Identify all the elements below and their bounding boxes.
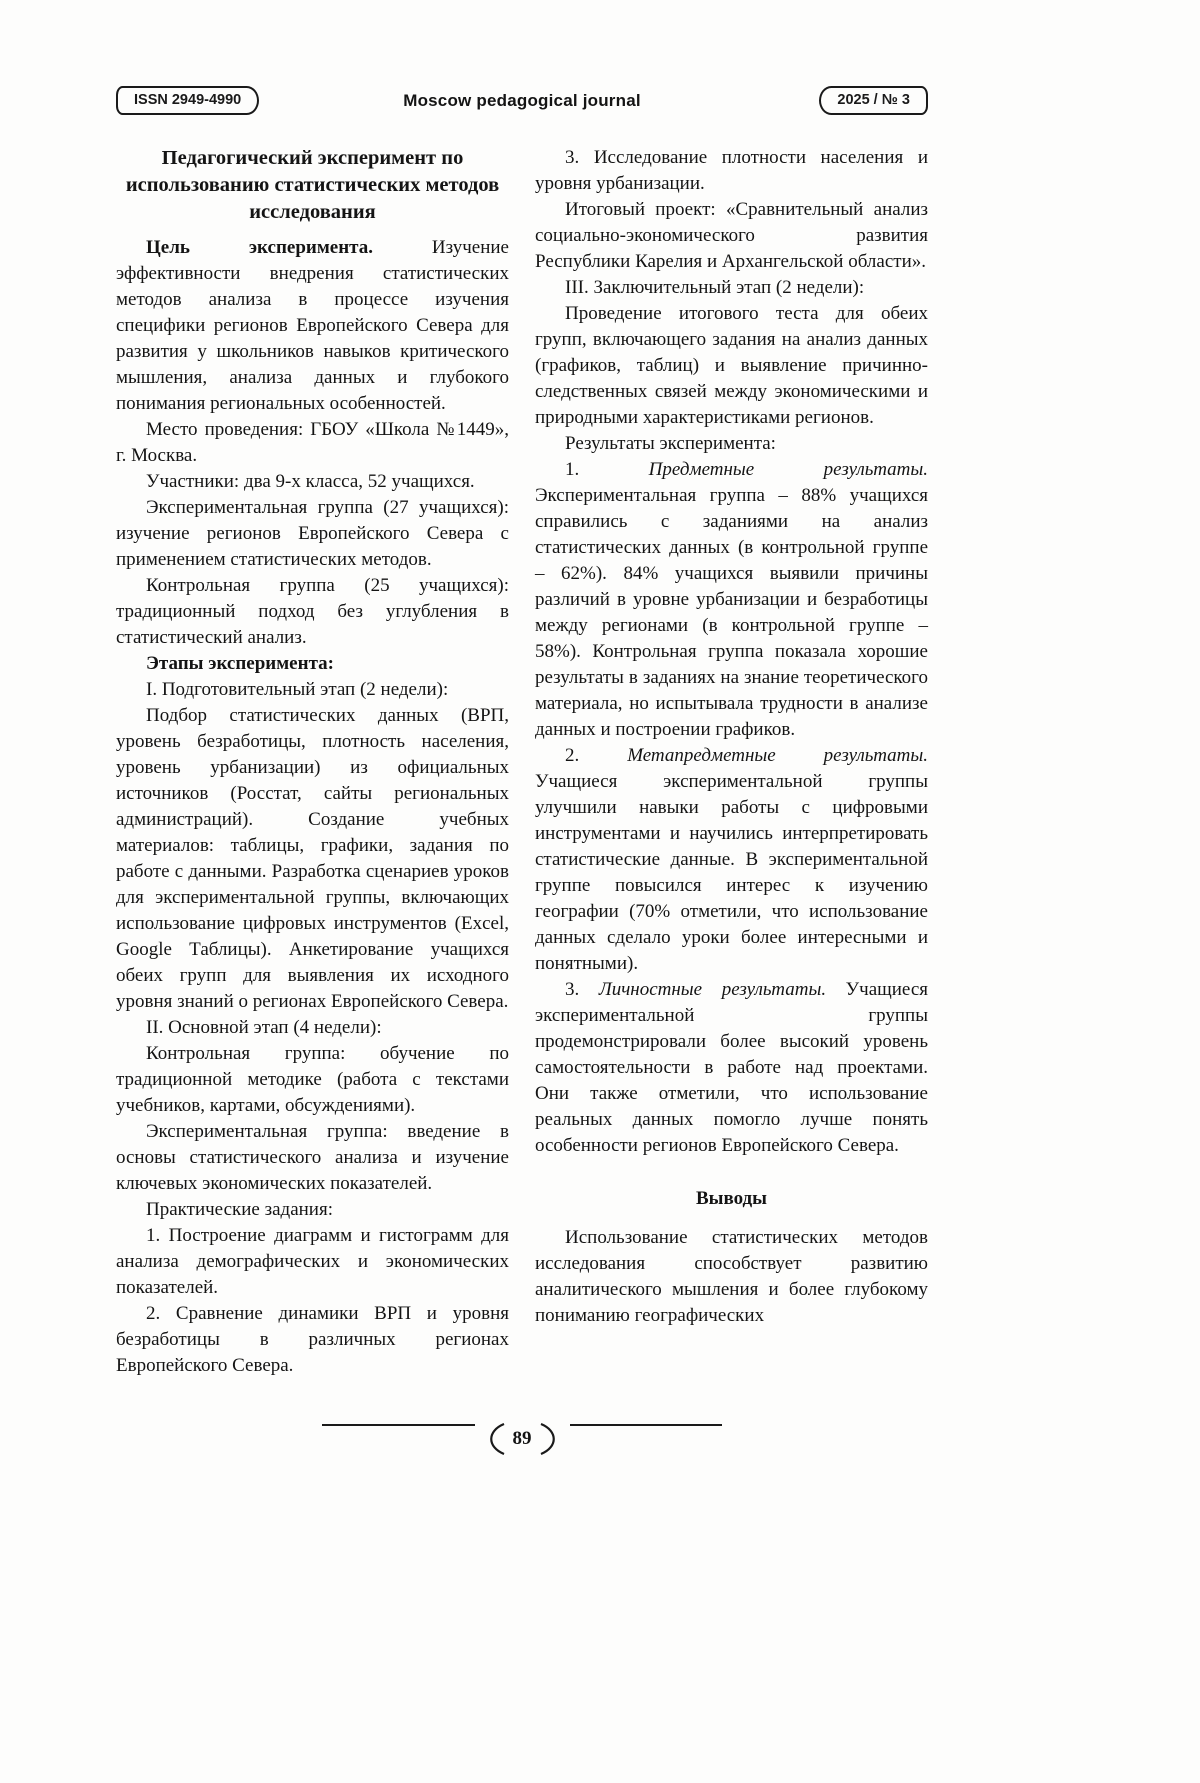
paragraph — [535, 197, 928, 275]
text-run: Экспериментальная группа – 88% учащихся справились с заданиями на анализ статистических данных (в контрольной группе – 62%). 84% учащихся выявили причины различий в уровне урбанизации и безработицы между регионами (в контрольной группе – 58%). Контрольная группа показала хорошие результаты в заданиях на знание теоретического материала, но испытывала трудности в анализе данных и построении графиков. — [535, 485, 928, 740]
text-run: Педагогический эксперимент по использованию статистических методов исследования — [125, 147, 500, 223]
text-run: Результаты эксперимента: — [565, 433, 776, 454]
paragraph — [116, 573, 509, 651]
text-run: Экспериментальная группа: введение в основы статистического анализа и изучение ключевых экономических показателей. — [116, 1121, 509, 1194]
paragraph — [116, 469, 509, 495]
section-heading-conclusions — [535, 1186, 928, 1212]
text-run: Использование статистических методов исследования способствует развитию аналитического мышления и более глубокому пониманию географических — [535, 1227, 928, 1326]
journal-title: Moscow pedagogical journal — [403, 90, 641, 110]
paragraph — [116, 235, 509, 417]
paragraph — [116, 1041, 509, 1119]
text-run: Подбор статистических данных (ВРП, уровень безработицы, плотность населения, уровень урбанизации) из официальных источников (Росстат, сайты региональных администраций). Создание учебных материалов: таблицы, графики, задания по работе с данными. Разработка сценариев уроков для экспериментальной группы, включающих использование цифровых инструментов (Excel, Google Таблицы). Анкетирование учащихся обеих групп для выявления их исходного уровня знаний о регионах Европейского Севера. — [116, 705, 509, 1012]
left-column — [116, 145, 509, 1379]
paragraph — [535, 457, 928, 743]
issue-badge — [819, 86, 928, 115]
text-run: III. Заключительный этап (2 недели): — [565, 277, 865, 298]
text-run: 1. Построение диаграмм и гистограмм для анализа демографических и экономических показателей. — [116, 1225, 509, 1298]
text-run: Личностные результаты. — [598, 979, 827, 1000]
right-column — [535, 145, 928, 1379]
issn-text: ISSN 2949-4990 — [134, 92, 242, 108]
text-run: Изучение эффективности внедрения статистических методов анализа в процессе изучения специфики регионов Европейского Севера для развития у школьников навыков критического мышления, анализа данных и глубокого понимания региональных особенностей. — [116, 237, 509, 414]
ornament-right-bracket-icon — [538, 1423, 562, 1455]
text-run: 2. — [565, 745, 628, 766]
article-title — [116, 145, 509, 226]
text-run: Этапы эксперимента: — [146, 653, 334, 674]
paragraph — [116, 1119, 509, 1197]
text-run: Метапредметные результаты. — [627, 745, 928, 766]
text-run: Контрольная группа (25 учащихся): традиционный подход без углубления в статистический анализ. — [116, 575, 509, 648]
text-run: Практические задания: — [146, 1199, 333, 1220]
text-run: Учащиеся экспериментальной группы продемонстрировали более высокий уровень самостоятельности в работе над проектами. Они также отметили, что использование реальных данных помогло лучше понять особенности регионов Европейского Севера. — [535, 979, 929, 1156]
article-body — [116, 145, 928, 1379]
page-content — [116, 86, 928, 1379]
paragraph — [535, 743, 928, 977]
page-header — [116, 86, 928, 115]
text-run: Место проведения: ГБОУ «Школа №1449», г. Москва. — [116, 419, 509, 466]
paragraph — [535, 145, 928, 197]
text-run: 3. Исследование плотности населения и уровня урбанизации. — [535, 147, 928, 194]
text-run: Проведение итогового теста для обеих групп, включающего задания на анализ данных (графиков, таблиц) и выявление причинно-следственных связей между экономическими и природными характеристиками регионов. — [535, 303, 928, 428]
text-run: Экспериментальная группа (27 учащихся): изучение регионов Европейского Севера с применением статистических методов. — [116, 497, 509, 570]
text-run: Итоговый проект: «Сравнительный анализ социально-экономического развития Республики Карелия и Архангельской области». — [535, 199, 928, 272]
paragraph — [116, 703, 509, 1015]
text-run: Контрольная группа: обучение по традиционной методике (работа с текстами учебников, картами, обсуждениями). — [116, 1043, 509, 1116]
paragraph — [116, 417, 509, 469]
section-heading-stages — [116, 651, 509, 677]
paragraph — [535, 977, 928, 1159]
page-footer — [116, 1424, 928, 1460]
paragraph — [116, 1301, 509, 1379]
text-run: 2. Сравнение динамики ВРП и уровня безработицы в различных регионах Европейского Севера. — [116, 1303, 509, 1376]
page-number: 89 — [512, 1428, 532, 1449]
text-run: II. Основной этап (4 недели): — [146, 1017, 382, 1038]
paragraph — [116, 1223, 509, 1301]
paragraph — [116, 1197, 509, 1223]
text-run: 3. — [565, 979, 599, 1000]
paragraph — [535, 275, 928, 301]
text-run: Цель эксперимента. — [146, 237, 373, 258]
text-run: 1. — [565, 459, 649, 480]
paragraph — [535, 1225, 928, 1329]
paragraph — [116, 1015, 509, 1041]
issn-badge — [116, 86, 259, 115]
text-run: Предметные результаты. — [648, 459, 928, 480]
ornament-left-bracket-icon — [483, 1423, 507, 1455]
issue-text: 2025 / № 3 — [837, 92, 910, 108]
text-run: Участники: два 9-х класса, 52 учащихся. — [146, 471, 475, 492]
text-run: Выводы — [695, 1188, 768, 1209]
paragraph — [535, 301, 928, 431]
text-run: Учащиеся экспериментальной группы улучшили навыки работы с цифровыми инструментами и научились интерпретировать статистические данные. В экспериментальной группе повысился интерес к изучению географии (70% отметили, что использование данных сделало уроки более интересными и понятными). — [535, 771, 928, 974]
text-run: I. Подготовительный этап (2 недели): — [146, 679, 449, 700]
paragraph — [116, 677, 509, 703]
paragraph — [535, 431, 928, 457]
page-number-ornament — [475, 1423, 570, 1455]
paragraph — [116, 495, 509, 573]
